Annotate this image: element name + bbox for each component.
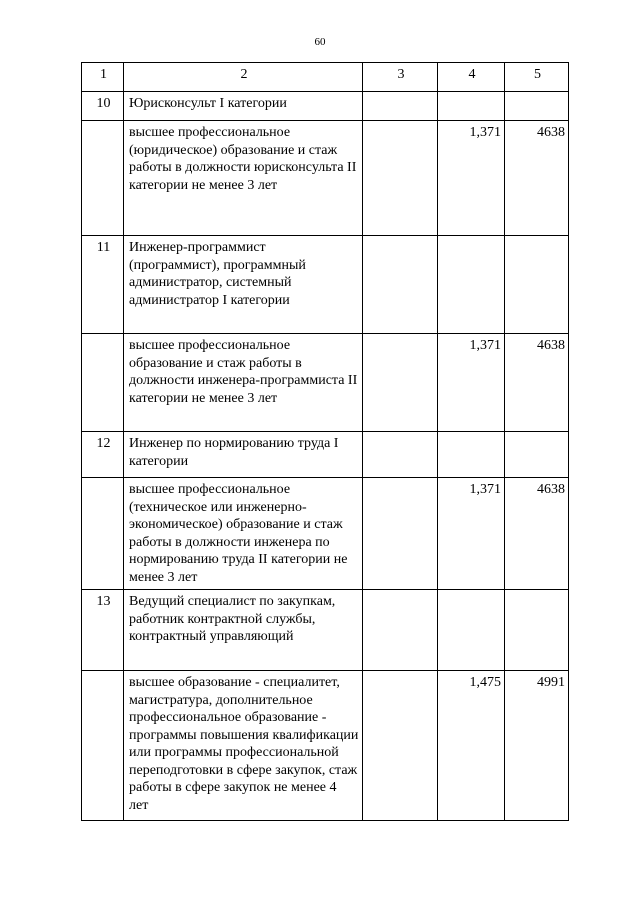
coefficient-cell: [438, 92, 505, 121]
cell-col3: [363, 590, 438, 671]
position-title: Инженер-программист (программист), программный администратор, системный администратор I категории: [124, 236, 363, 334]
header-cell: 5: [505, 63, 569, 92]
row-number: [82, 671, 124, 821]
coefficient-cell: 1,475: [438, 671, 505, 821]
table-row: [82, 121, 569, 236]
coefficient-cell: [438, 590, 505, 671]
qualification-table: [81, 62, 569, 821]
qualification-requirement: высшее образование - специалитет, магистратура, дополнительное профессиональное образование - программы повышения квалификации или программы профессиональной переподготовки в сфере закупок, стаж работы в сфере закупок не менее 4 лет: [124, 671, 363, 821]
table-row: [82, 671, 569, 821]
qualification-requirement: высшее профессиональное (юридическое) образование и стаж работы в должности юрисконсульта II категории не менее 3 лет: [124, 121, 363, 236]
table-row: [82, 590, 569, 671]
row-number: 11: [82, 236, 124, 334]
coefficient-cell: 1,371: [438, 478, 505, 590]
amount-cell: [505, 590, 569, 671]
row-number: [82, 478, 124, 590]
amount-cell: [505, 92, 569, 121]
amount-cell: 4638: [505, 121, 569, 236]
header-cell: 4: [438, 63, 505, 92]
table-header-row: [82, 63, 569, 92]
table-row: [82, 432, 569, 478]
qualification-requirement: высшее профессиональное (техническое или инженерно-экономическое) образование и стаж работы в должности инженера по нормированию труда II категории не менее 3 лет: [124, 478, 363, 590]
amount-cell: [505, 432, 569, 478]
row-number: 10: [82, 92, 124, 121]
header-cell: 3: [363, 63, 438, 92]
position-title: Юрисконсульт I категории: [124, 92, 363, 121]
table-row: [82, 92, 569, 121]
header-cell: 1: [82, 63, 124, 92]
cell-col3: [363, 92, 438, 121]
coefficient-cell: [438, 432, 505, 478]
amount-cell: 4638: [505, 478, 569, 590]
coefficient-cell: [438, 236, 505, 334]
amount-cell: [505, 236, 569, 334]
cell-col3: [363, 334, 438, 432]
row-number: [82, 121, 124, 236]
page-number: 60: [314, 36, 326, 48]
table-row: [82, 478, 569, 590]
cell-col3: [363, 478, 438, 590]
row-number: 12: [82, 432, 124, 478]
position-title: Ведущий специалист по закупкам, работник контрактной службы, контрактный управляющий: [124, 590, 363, 671]
table-row: [82, 236, 569, 334]
row-number: [82, 334, 124, 432]
cell-col3: [363, 236, 438, 334]
cell-col3: [363, 432, 438, 478]
cell-col3: [363, 121, 438, 236]
amount-cell: 4638: [505, 334, 569, 432]
coefficient-cell: 1,371: [438, 121, 505, 236]
row-number: 13: [82, 590, 124, 671]
amount-cell: 4991: [505, 671, 569, 821]
table-row: [82, 334, 569, 432]
position-title: Инженер по нормированию труда I категории: [124, 432, 363, 478]
qualification-requirement: высшее профессиональное образование и стаж работы в должности инженера-программиста II категории не менее 3 лет: [124, 334, 363, 432]
header-cell: 2: [124, 63, 363, 92]
coefficient-cell: 1,371: [438, 334, 505, 432]
cell-col3: [363, 671, 438, 821]
